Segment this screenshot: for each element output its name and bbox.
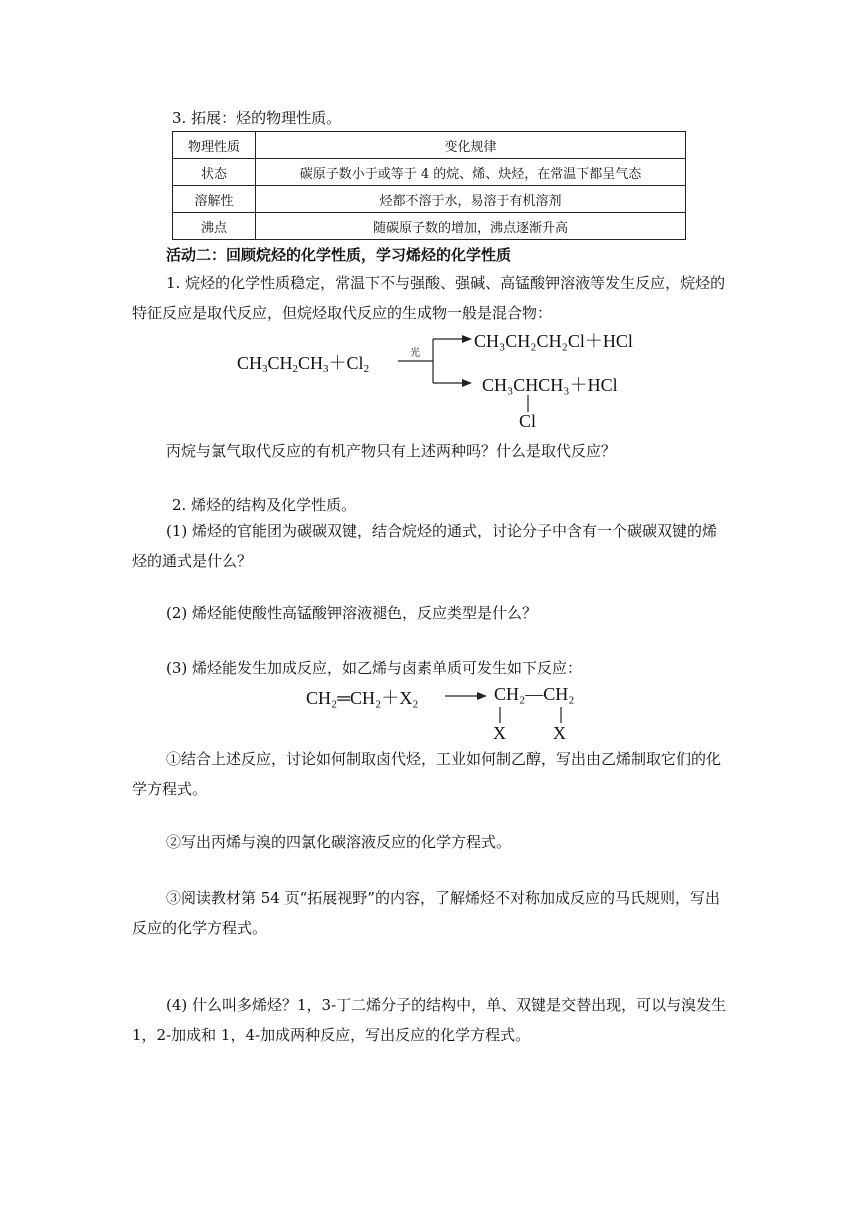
table-cell: 溶解性 [173,186,256,213]
equation2-left: CH₂═CH₂＋X₂ [306,688,419,708]
reactant-ch: CH [237,353,263,373]
subquestion-3: ③阅读教材第 54 页“拓展视野”的内容，了解烯烃不对称加成反应的马氏规则，写出反应的化学方程式。 [132,889,720,937]
item2-heading: 2. 烯烃的结构及化学性质。 [172,496,357,514]
product2-substituent: Cl [519,411,537,431]
subscript: 3 [262,363,268,375]
item2-question4: (4) 什么叫多烯烃？1，3-丁二烯分子的结构中，单、双键是交替出现，可以与溴发生 1，2-加成和 1，4-加成两种反应，写出反应的化学方程式。 [132,996,727,1044]
equation1-reactants: $CH_3CH_2CH_3+Cl_2$ [237,353,370,375]
table-cell: 碳原子数小于或等于 4 的烷、烯、炔烃，在常温下都呈气态 [256,159,686,186]
reaction-condition-light: 光 [410,348,420,359]
subscript: 2 [363,363,370,375]
product1: CH₃CH₂CH₂Cl＋HCl [474,331,633,351]
item1-question: 丙烷与氯气取代反应的有机产物只有上述两种吗？什么是取代反应？ [166,442,617,460]
table-cell: 随碳原子数的增加，沸点逐渐升高 [256,213,686,240]
subscript: 2 [292,363,299,375]
table-cell: 沸点 [173,213,256,240]
equation2-substituent-x1: X [493,723,506,743]
table-cell: 状态 [173,159,256,186]
item2-question1: (1) 烯烃的官能团为碳碳双键，结合烷烃的通式，讨论分子中含有一个碳碳双键的烯烃的通式是什么？ [132,522,718,570]
item2-question2: (2) 烯烃能使酸性高锰酸钾溶液褪色，反应类型是什么？ [166,604,538,622]
header-cell-rule: 变化规律 [256,132,686,159]
activity-title: 活动二：回顾烷烃的化学性质，学习烯烃的化学性质 [166,246,512,264]
product2: CH₃CHCH₃＋HCl [482,375,618,395]
subquestion-2: ②写出丙烯与溴的四氯化碳溶液反应的化学方程式。 [166,833,512,851]
table-cell: 烃都不溶于水，易溶于有机溶剂 [256,186,686,213]
reactant-ch: CH [267,353,293,373]
item1-paragraph: 1. 烷烃的化学性质稳定，常温下不与强酸、强碱、高锰酸钾溶液等发生反应，烷烃的特征反应是取代反应，但烷烃取代反应的生成物一般是混合物： [132,274,726,322]
equation2-right: CH₂—CH₂ [494,684,575,704]
reactant-cl: Cl [346,353,364,373]
equation2-substituent-x2: X [553,723,566,743]
subscript: 3 [323,363,329,375]
reactant-ch: CH [298,353,324,373]
section-heading-3: 3. 拓展：烃的物理性质。 [172,109,342,127]
item2-question3: (3) 烯烃能发生加成反应，如乙烯与卤素单质可发生如下反应： [166,659,583,677]
header-cell-property: 物理性质 [173,132,256,159]
subquestion-1: ①结合上述反应，讨论如何制取卤代烃，工业如何制乙醇，写出由乙烯制取它们的化学方程式。 [132,750,722,798]
